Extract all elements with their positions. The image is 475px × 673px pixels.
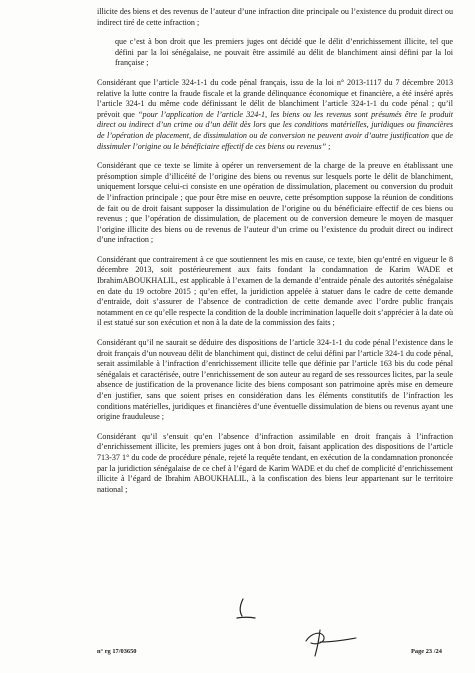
paragraph-article-324-1-1: [97, 78, 453, 152]
handwritten-signature: [298, 627, 358, 657]
paragraph-presomption: Considérant que ce texte se limite à opérer un renversement de la charge de la preuve en établissant une présomption simple d’illicéité de l’origine des biens ou revenus sur lesquels porte le délit de blanchiment, uniquement lorsque celui-ci consiste en une opération de dissimulation, placement ou conversion du produit de l’infraction principale ; que pour être mise en oeuvre, cette présomption suppose la réunion de conditions de fait ou de droit faisant supposer la dissimulation de l’origine ou du bénéficiaire effectif de ces biens ou revenus ; que l’opération de dissimulation, de placement ou de conversion demeure le moyen de masquer l’origine illicite des biens ou de revenus de l’auteur d’un crime ou l’existence du produit direct ou indirect d’une infraction ;: [97, 161, 453, 245]
paragraph-premiers-juges: que c’est à bon droit que les premiers juges ont décidé que le délit d’enrichissement illicite, tel que défini par la loi sénégalaise, ne pouvait être assimilé au délit de blanchiment ainsi défini par la loi française ;: [115, 37, 453, 68]
paragraph-article-324-1-1-end: ;: [328, 141, 331, 151]
page-number: Page 23 /24: [411, 648, 442, 655]
paragraph-continuation: illicite des biens et des revenus de l’auteur d’une infraction dite principale ou l’existence du produit direct ou indirect tiré de cette infraction ;: [97, 7, 453, 27]
quoted-article-text: “pour l’application de l’article 324-1, les biens ou les revenus sont présumés être le produit direct ou indirect d’un crime ou d’un délit dès lors que les conditions matérielles, juridiques ou financières de l’opération de placement, de dissimulation ou de conversion ne peuvent avoir d’autre justification que de dissimuler l’origine ou le bénéficiaire effectif de ces biens ou revenus”: [97, 109, 453, 151]
paragraph-nouveau-delit: Considérant qu’il ne saurait se déduire des dispositions de l’article 324-1-1 du code pénal l’existence dans le droit français d’un nouveau délit de blanchiment qui, distinct de celui défini par l’article 324-1 du code pénal, serait assimilable à l’infraction d’enrichissement illicite telle que définie par l’article 163 bis du code pénal sénégalais et caractérisée, outre l’enrichissement de son auteur au regard de ses ressources licites, par la seule absence de justification de la provenance licite des biens composant son patrimoine après mise en demeure d’en justifier, sans que soient prises en considération dans les éléments constitutifs de l’infraction les conditions matérielles, juridiques et financières d’une éventuelle dissimulation de biens ou revenus ayant une origine frauduleuse ;: [97, 338, 453, 422]
case-number: n° rg 17/03650: [97, 648, 137, 655]
paragraph-conclusion: Considérant qu’il s’ensuit qu’en l’absence d’infraction assimilable en droit français à l’infraction d’enrichissement illicite, les premiers juges ont à bon droit, faisant application des dispositions de l’article 713-37 1° du code de procédure pénale, rejeté la requête tendant, en exécution de la condamnation prononcée par la juridiction sénégalaise de ce chef à l’égard de Karim WADE et du chef de complicité d’enrichissement illicite à l’égard de Ibrahim ABOUKHALIL, à la confiscation des biens leur appartenant sur le territoire national ;: [97, 431, 453, 494]
paragraph-entraide: Considérant que contrairement à ce que soutiennent les mis en cause, ce texte, bien qu’entré en vigueur le 8 décembre 2013, soit postérieurement aux faits fondant la condamnation de Karim WADE et IbrahimABOUKHALIL, est applicable à l’examen de la demande d’entraide pénale des autorités sénégalaise en date du 19 octobre 2015 ; qu’en effet, la juridiction appelée à statuer dans le cadre de cette demande d’entraide, doit s’assurer de l’absence de contradiction de cette demande avec l’ordre public français notamment en ce qu’elle respecte la condition de la double incrimination laquelle doit s’apprécier à la date où il est statué sur son exécution et non à la date de la commission des faits ;: [97, 254, 453, 328]
paragraph-article-324-1-1-text: Considérant que l’article 324-1-1 du code pénal français, issu de la loi n° 2013-1117 du 7 décembre 2013 relative la lutte contre la fraude fiscale et la grande délinquance économique et financière, a été inséré après l’article 324-1 du même code définissant le délit de blanchiment l’article 324-1-1 du code pénal ; qu’il prévoit que: [97, 77, 453, 119]
document-body: [97, 7, 453, 504]
handwritten-initials: [234, 596, 258, 622]
